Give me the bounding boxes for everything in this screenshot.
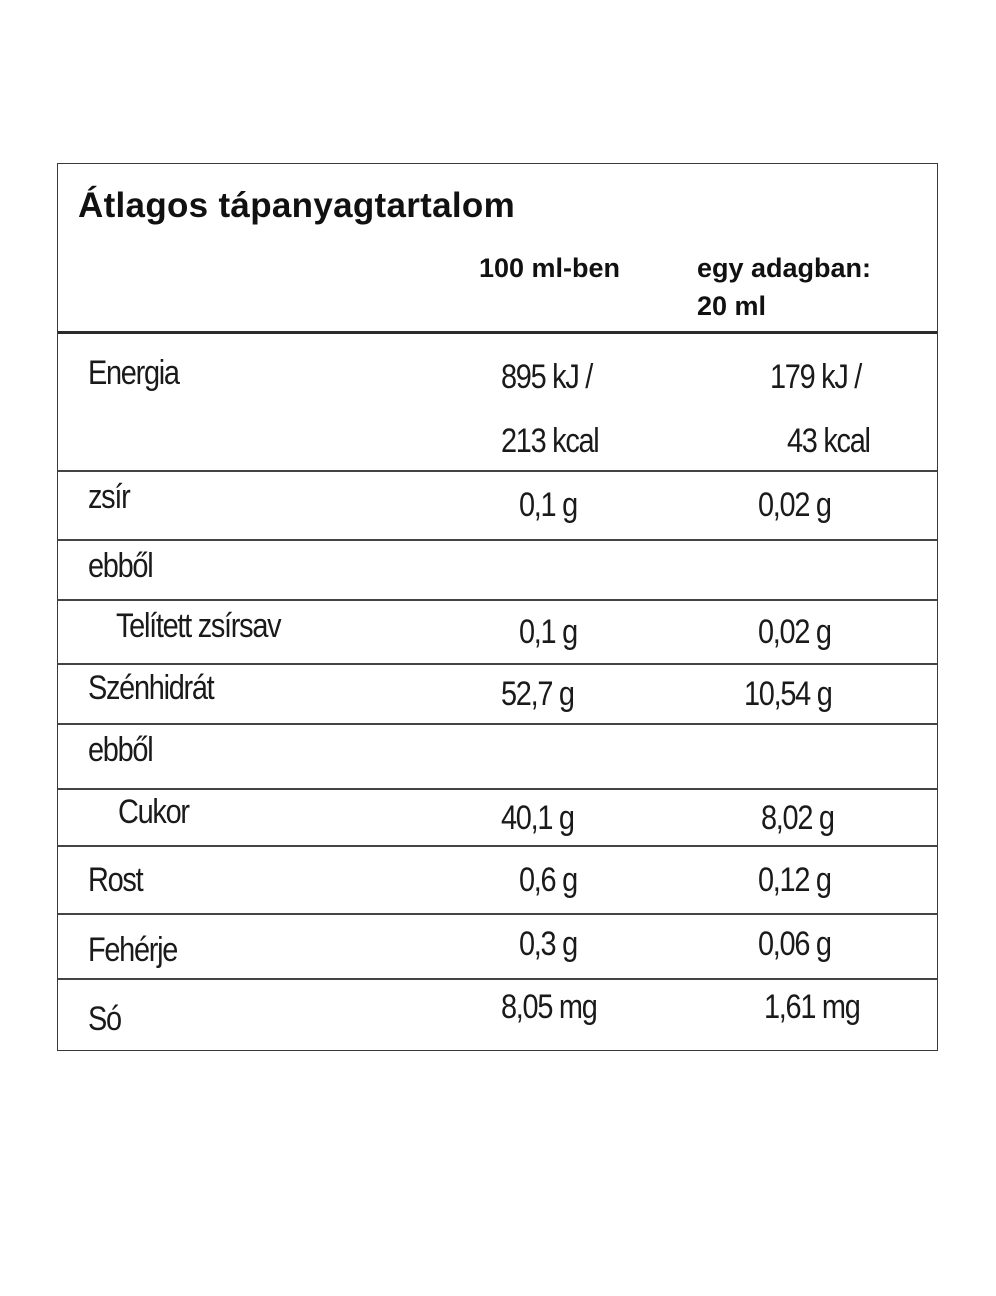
value-per-100ml: 0,6 g bbox=[519, 861, 577, 899]
column-header-per-serving-line1: egy adagban: bbox=[697, 253, 872, 283]
table-row-saturated-fat bbox=[58, 601, 937, 665]
value-per-100ml: 0,1 g bbox=[519, 486, 577, 524]
row-label: Só bbox=[88, 1000, 121, 1038]
value-per-serving: 0,02 g bbox=[758, 613, 831, 651]
table-row-of-which-1 bbox=[58, 541, 937, 601]
row-label: Fehérje bbox=[88, 931, 178, 969]
value-per-100ml: 0,1 g bbox=[519, 613, 577, 651]
table-row-fibre bbox=[58, 847, 937, 915]
row-label: Cukor bbox=[118, 793, 189, 831]
value-per-100ml: 40,1 g bbox=[501, 799, 574, 837]
column-header-per-100ml: 100 ml-ben bbox=[479, 253, 621, 283]
value-per-100ml-kj: 895 kJ / bbox=[501, 358, 593, 396]
value-per-serving: 0,02 g bbox=[758, 486, 831, 524]
row-label: Telített zsírsav bbox=[116, 607, 281, 645]
table-row-sugar bbox=[58, 790, 937, 847]
row-label: ebből bbox=[88, 547, 153, 585]
value-per-serving-kcal: 43 kcal bbox=[787, 422, 870, 460]
table-header bbox=[58, 164, 937, 334]
table-row-fat bbox=[58, 472, 937, 541]
value-per-serving: 1,61 mg bbox=[764, 988, 860, 1026]
column-header-per-serving bbox=[697, 249, 871, 325]
row-label: Szénhidrát bbox=[88, 669, 214, 707]
value-per-100ml: 8,05 mg bbox=[501, 988, 597, 1026]
table-row-of-which-2 bbox=[58, 725, 937, 790]
table-row-protein bbox=[58, 915, 937, 980]
value-per-100ml: 0,3 g bbox=[519, 925, 577, 963]
value-per-serving: 10,54 g bbox=[744, 675, 832, 713]
nutrition-table bbox=[57, 163, 938, 1051]
table-row-carbohydrate bbox=[58, 665, 937, 725]
row-label: Energia bbox=[88, 354, 179, 392]
value-per-serving: 8,02 g bbox=[761, 799, 834, 837]
value-per-serving-kj: 179 kJ / bbox=[770, 358, 862, 396]
value-per-100ml-kcal: 213 kcal bbox=[501, 422, 599, 460]
column-header-per-serving-line2: 20 ml bbox=[697, 291, 767, 321]
value-per-serving: 0,12 g bbox=[758, 861, 831, 899]
table-row-energy bbox=[58, 334, 937, 472]
value-per-100ml: 52,7 g bbox=[501, 675, 574, 713]
row-label: ebből bbox=[88, 731, 153, 769]
table-row-salt bbox=[58, 980, 937, 1050]
value-per-serving: 0,06 g bbox=[758, 925, 831, 963]
table-title: Átlagos tápanyagtartalom bbox=[78, 186, 516, 225]
row-label: zsír bbox=[88, 478, 130, 516]
row-label: Rost bbox=[88, 861, 143, 899]
